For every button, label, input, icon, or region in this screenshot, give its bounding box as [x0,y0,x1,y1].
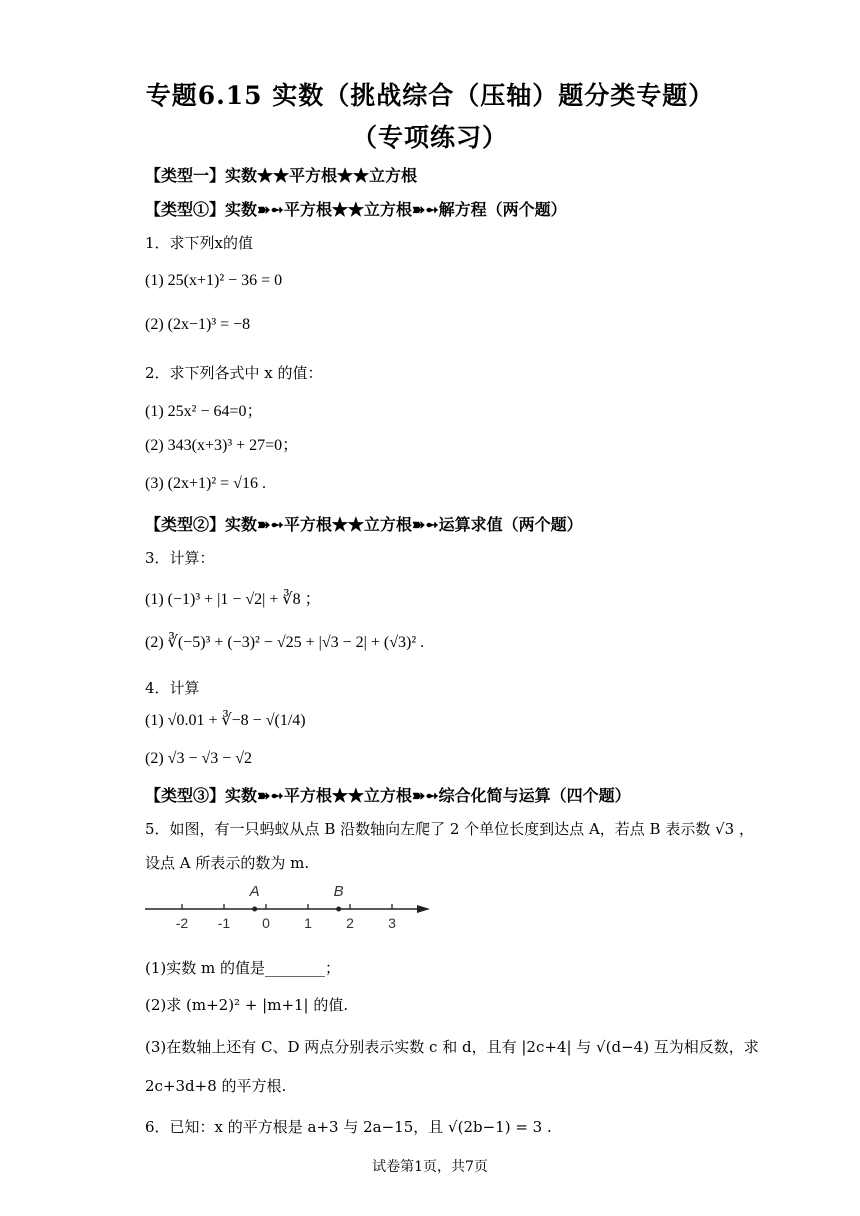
question-line: (1)实数 m 的值是________； [145,959,341,977]
section-heading: 【类型①】实数➽➻平方根★★立方根➽➻解方程（两个题） [145,200,567,219]
question-line: (2) (2x−1)³ = −8 [145,316,251,333]
question-line: 1．求下列x的值 [145,234,254,252]
question-line: (1) 25x² − 64=0； [145,403,263,420]
number-line-figure [145,882,445,941]
page-title: 专题6.15 实数（挑战综合（压轴）题分类专题） [145,81,715,110]
point-marker [252,907,257,912]
question-line: 2c+3d+8 的平方根. [145,1077,287,1095]
tick-label: -2 [175,915,189,931]
point-label: A [249,883,260,900]
question-line: 5．如图，有一只蚂蚁从点 B 沿数轴向左爬了 2 个单位长度到达点 A，若点 B 表示数 √3 ， [145,820,754,838]
question-line: (2) 343(x+3)³ + 27=0； [145,437,299,454]
tick-label: 3 [388,915,396,931]
point-label: B [333,883,344,900]
question-line: (1) √0.01 + ∛−8 − √(1/4) [145,712,306,729]
question-line: 4．计算 [145,679,200,697]
section-heading: 【类型③】实数➽➻平方根★★立方根➽➻综合化简与运算（四个题） [145,786,631,805]
section-heading: 【类型②】实数➽➻平方根★★立方根➽➻运算求值（两个题） [145,515,583,534]
question-line: 2．求下列各式中 x 的值： [145,364,323,382]
question-line: 设点 A 所表示的数为 m. [145,854,310,872]
question-line: 3．计算： [145,549,215,567]
tick-label: 1 [304,915,312,931]
question-line: (1) (−1)³ + |1 − √2| + ∛8 ； [145,591,321,608]
question-line: (1) 25(x+1)² − 36 = 0 [145,272,283,289]
question-line: (2)求 (m+2)² + |m+1| 的值. [145,996,349,1014]
question-line: (2) ∛(−5)³ + (−3)² − √25 + |√3 − 2| + (√3)² . [145,634,425,651]
axis-arrow [417,905,430,913]
point-marker [336,907,341,912]
page-subtitle: （专项练习） [351,123,508,152]
question-line: (3) (2x+1)² = √16 . [145,475,266,492]
tick-label: -1 [217,915,231,931]
tick-label: 2 [346,915,354,931]
tick-label: 0 [262,915,270,931]
number-line [145,882,445,937]
page-footer: 试卷第1页，共7页 [372,1159,488,1175]
question-line: (3)在数轴上还有 C、D 两点分别表示实数 c 和 d，且有 |2c+4| 与 √(d−4) 互为相反数，求 [145,1038,759,1056]
section-heading: 【类型一】实数★★平方根★★立方根 [145,166,418,185]
question-line: 6．已知：x 的平方根是 a+3 与 2a−15，且 √(2b−1) = 3 . [145,1118,552,1136]
question-line: (2) √3 − √3 − √2 [145,750,253,767]
